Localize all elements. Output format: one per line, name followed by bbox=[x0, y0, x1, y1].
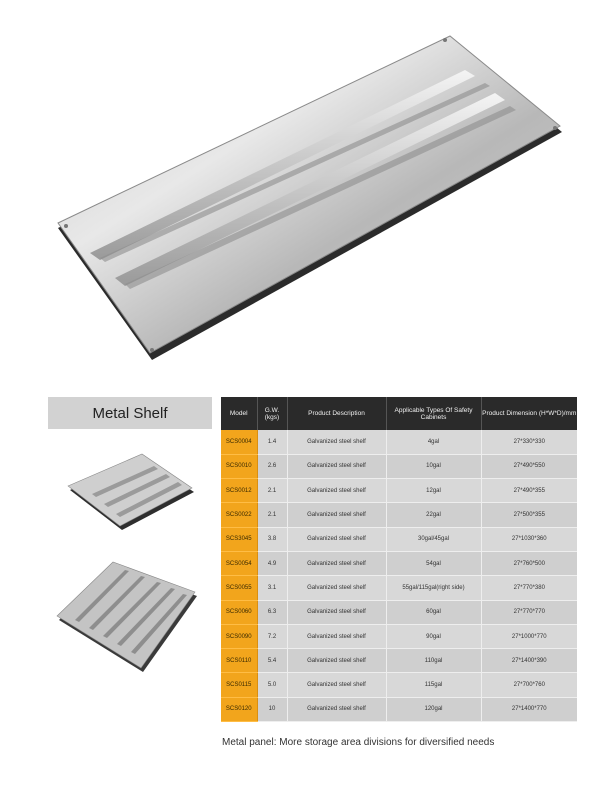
cell-applicable: 110gal bbox=[386, 649, 481, 673]
cell-applicable: 4gal bbox=[386, 430, 481, 454]
table-body bbox=[221, 430, 577, 722]
cell-dimension: 27*770*770 bbox=[481, 600, 577, 624]
cell-gw: 2.1 bbox=[257, 503, 287, 527]
cell-applicable: 10gal bbox=[386, 454, 481, 478]
table-row bbox=[221, 576, 577, 600]
cell-description: Galvanized steel shelf bbox=[287, 576, 386, 600]
cell-description: Galvanized steel shelf bbox=[287, 551, 386, 575]
spec-table bbox=[221, 397, 577, 722]
header-dimension: Product Dimension (H*W*D)/mm bbox=[481, 397, 577, 430]
cell-model: SCS0115 bbox=[221, 673, 257, 697]
cell-applicable: 12gal bbox=[386, 479, 481, 503]
cell-model: SCS0120 bbox=[221, 697, 257, 721]
cell-model: SCS0012 bbox=[221, 479, 257, 503]
cell-description: Galvanized steel shelf bbox=[287, 454, 386, 478]
cell-gw: 2.6 bbox=[257, 454, 287, 478]
cell-applicable: 60gal bbox=[386, 600, 481, 624]
cell-description: Galvanized steel shelf bbox=[287, 697, 386, 721]
header-model: Model bbox=[221, 397, 257, 430]
cell-model: SCS0055 bbox=[221, 576, 257, 600]
cell-applicable: 90gal bbox=[386, 624, 481, 648]
table-row bbox=[221, 454, 577, 478]
table-row bbox=[221, 551, 577, 575]
caption: Metal panel: More storage area divisions for diversified needs bbox=[222, 737, 495, 748]
cell-gw: 1.4 bbox=[257, 430, 287, 454]
cell-applicable: 55gal/115gal(right side) bbox=[386, 576, 481, 600]
cell-model: SCS0022 bbox=[221, 503, 257, 527]
cell-description: Galvanized steel shelf bbox=[287, 673, 386, 697]
cell-gw: 5.0 bbox=[257, 673, 287, 697]
cell-dimension: 27*700*760 bbox=[481, 673, 577, 697]
cell-applicable: 30gal/45gal bbox=[386, 527, 481, 551]
cell-model: SCS0054 bbox=[221, 551, 257, 575]
cell-applicable: 54gal bbox=[386, 551, 481, 575]
shelf-thumbnail-3-ridges bbox=[62, 452, 197, 532]
cell-gw: 3.1 bbox=[257, 576, 287, 600]
cell-applicable: 120gal bbox=[386, 697, 481, 721]
cell-dimension: 27*490*355 bbox=[481, 479, 577, 503]
table-header-row bbox=[221, 397, 577, 430]
table-row bbox=[221, 673, 577, 697]
cell-applicable: 115gal bbox=[386, 673, 481, 697]
table-row bbox=[221, 600, 577, 624]
cell-dimension: 27*1400*390 bbox=[481, 649, 577, 673]
table-row bbox=[221, 479, 577, 503]
cell-description: Galvanized steel shelf bbox=[287, 649, 386, 673]
table-row bbox=[221, 624, 577, 648]
cell-dimension: 27*330*330 bbox=[481, 430, 577, 454]
cell-description: Galvanized steel shelf bbox=[287, 624, 386, 648]
cell-model: SCS0010 bbox=[221, 454, 257, 478]
cell-dimension: 27*490*550 bbox=[481, 454, 577, 478]
cell-gw: 6.3 bbox=[257, 600, 287, 624]
cell-description: Galvanized steel shelf bbox=[287, 527, 386, 551]
cell-gw: 3.8 bbox=[257, 527, 287, 551]
cell-description: Galvanized steel shelf bbox=[287, 503, 386, 527]
cell-description: Galvanized steel shelf bbox=[287, 430, 386, 454]
table-row bbox=[221, 503, 577, 527]
section-title: Metal Shelf bbox=[48, 397, 212, 429]
cell-model: SCS0060 bbox=[221, 600, 257, 624]
cell-gw: 5.4 bbox=[257, 649, 287, 673]
cell-gw: 7.2 bbox=[257, 624, 287, 648]
cell-description: Galvanized steel shelf bbox=[287, 479, 386, 503]
cell-dimension: 27*500*355 bbox=[481, 503, 577, 527]
cell-dimension: 27*770*380 bbox=[481, 576, 577, 600]
header-gw: G.W. (kgs) bbox=[257, 397, 287, 430]
table-row bbox=[221, 430, 577, 454]
cell-model: SCS0110 bbox=[221, 649, 257, 673]
cell-model: SCS0004 bbox=[221, 430, 257, 454]
cell-description: Galvanized steel shelf bbox=[287, 600, 386, 624]
cell-model: SCS0090 bbox=[221, 624, 257, 648]
cell-gw: 4.9 bbox=[257, 551, 287, 575]
table-row bbox=[221, 527, 577, 551]
cell-dimension: 27*1000*770 bbox=[481, 624, 577, 648]
galvanized-shelf-photo bbox=[40, 28, 570, 378]
cell-dimension: 27*1400*770 bbox=[481, 697, 577, 721]
cell-dimension: 27*760*500 bbox=[481, 551, 577, 575]
cell-applicable: 22gal bbox=[386, 503, 481, 527]
cell-gw: 10 bbox=[257, 697, 287, 721]
cell-dimension: 27*1030*360 bbox=[481, 527, 577, 551]
table-row bbox=[221, 649, 577, 673]
cell-gw: 2.1 bbox=[257, 479, 287, 503]
table-row bbox=[221, 697, 577, 721]
cell-model: SCS3045 bbox=[221, 527, 257, 551]
header-applicable: Applicable Types Of Safety Cabinets bbox=[386, 397, 481, 430]
header-description: Product Description bbox=[287, 397, 386, 430]
shelf-thumbnail-5-ridges bbox=[55, 560, 200, 675]
